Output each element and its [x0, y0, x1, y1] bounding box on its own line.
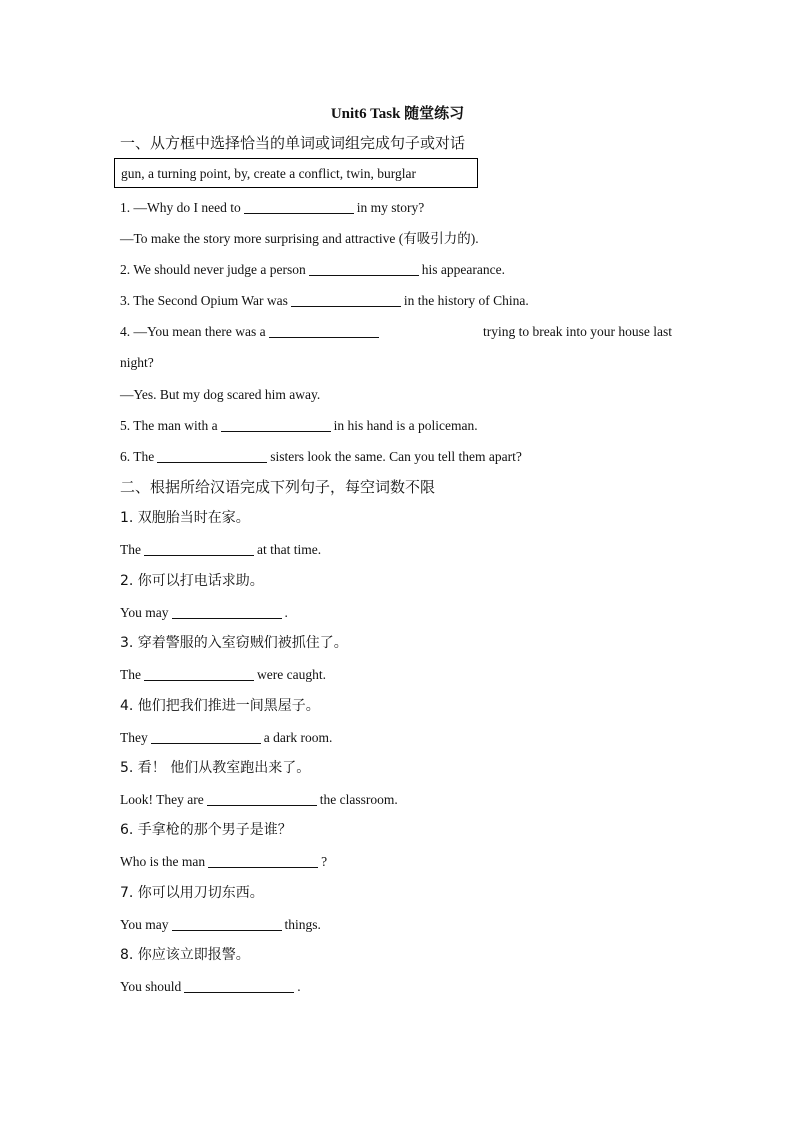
s2-item-8-cn: 8. 你应该立即报警。: [120, 947, 250, 963]
s2-item-1-cn: 1. 双胞胎当时在家。: [120, 510, 250, 526]
s2-item-2-cn: 2. 你可以打电话求助。: [120, 573, 264, 589]
s2-item-7-cn: 7. 你可以用刀切东西。: [120, 885, 264, 901]
s2-item-2: You may .: [120, 605, 288, 620]
s2-item-4: They a dark room.: [120, 730, 333, 745]
answer-blank[interactable]: [208, 853, 318, 868]
s2-item-6-cn: 6. 手拿枪的那个男子是谁？: [120, 822, 292, 838]
answer-blank[interactable]: [172, 916, 282, 931]
answer-blank[interactable]: [151, 729, 261, 744]
answer-blank[interactable]: [244, 199, 354, 214]
s2-item-7: You may things.: [120, 917, 321, 932]
s1-item-1-reply: —To make the story more surprising and attractive (有吸引力的).: [120, 231, 479, 246]
answer-blank[interactable]: [221, 417, 331, 432]
s1-item-5: 5. The man with a in his hand is a policeman.: [120, 418, 478, 433]
answer-blank[interactable]: [144, 541, 254, 556]
section2-heading: 二、根据所给汉语完成下列句子，每空词数不限: [120, 478, 436, 496]
s2-item-3-cn: 3. 穿着警服的入室窃贼们被抓住了。: [120, 635, 348, 651]
s1-item-4-reply: —Yes. But my dog scared him away.: [120, 387, 321, 402]
page-title: Unit6 Task 随堂练习: [330, 106, 465, 122]
answer-blank[interactable]: [172, 604, 282, 619]
answer-blank[interactable]: [309, 261, 419, 276]
s2-item-6: Who is the man ?: [120, 854, 328, 869]
s1-item-4-cont: night?: [120, 355, 154, 370]
s1-item-2: 2. We should never judge a person his appearance.: [120, 262, 505, 277]
s1-item-3: 3. The Second Opium War was in the history of China.: [120, 293, 529, 308]
s2-item-3: The were caught.: [120, 667, 326, 682]
s2-item-5-cn: 5. 看！ 他们从教室跑出来了。: [120, 760, 311, 776]
s2-item-1: The at that time.: [120, 542, 322, 557]
answer-blank[interactable]: [269, 323, 379, 338]
s2-item-5: Look! They are the classroom.: [120, 792, 398, 807]
s2-item-4-cn: 4. 他们把我们推进一间黑屋子。: [120, 698, 320, 714]
s1-item-1: 1. —Why do I need to in my story?: [120, 200, 425, 215]
answer-blank[interactable]: [144, 666, 254, 681]
answer-blank[interactable]: [184, 978, 294, 993]
s1-item-4: 4. —You mean there was a trying to break into your house last: [120, 324, 672, 339]
word-box: gun, a turning point, by, create a conflict, twin, burglar: [114, 158, 478, 188]
answer-blank[interactable]: [157, 448, 267, 463]
section1-heading: 一、从方框中选择恰当的单词或词组完成句子或对话: [120, 134, 466, 152]
s2-item-8: You should .: [120, 979, 301, 994]
answer-blank[interactable]: [207, 791, 317, 806]
s1-item-6: 6. The sisters look the same. Can you tell them apart?: [120, 449, 522, 464]
answer-blank[interactable]: [291, 292, 401, 307]
